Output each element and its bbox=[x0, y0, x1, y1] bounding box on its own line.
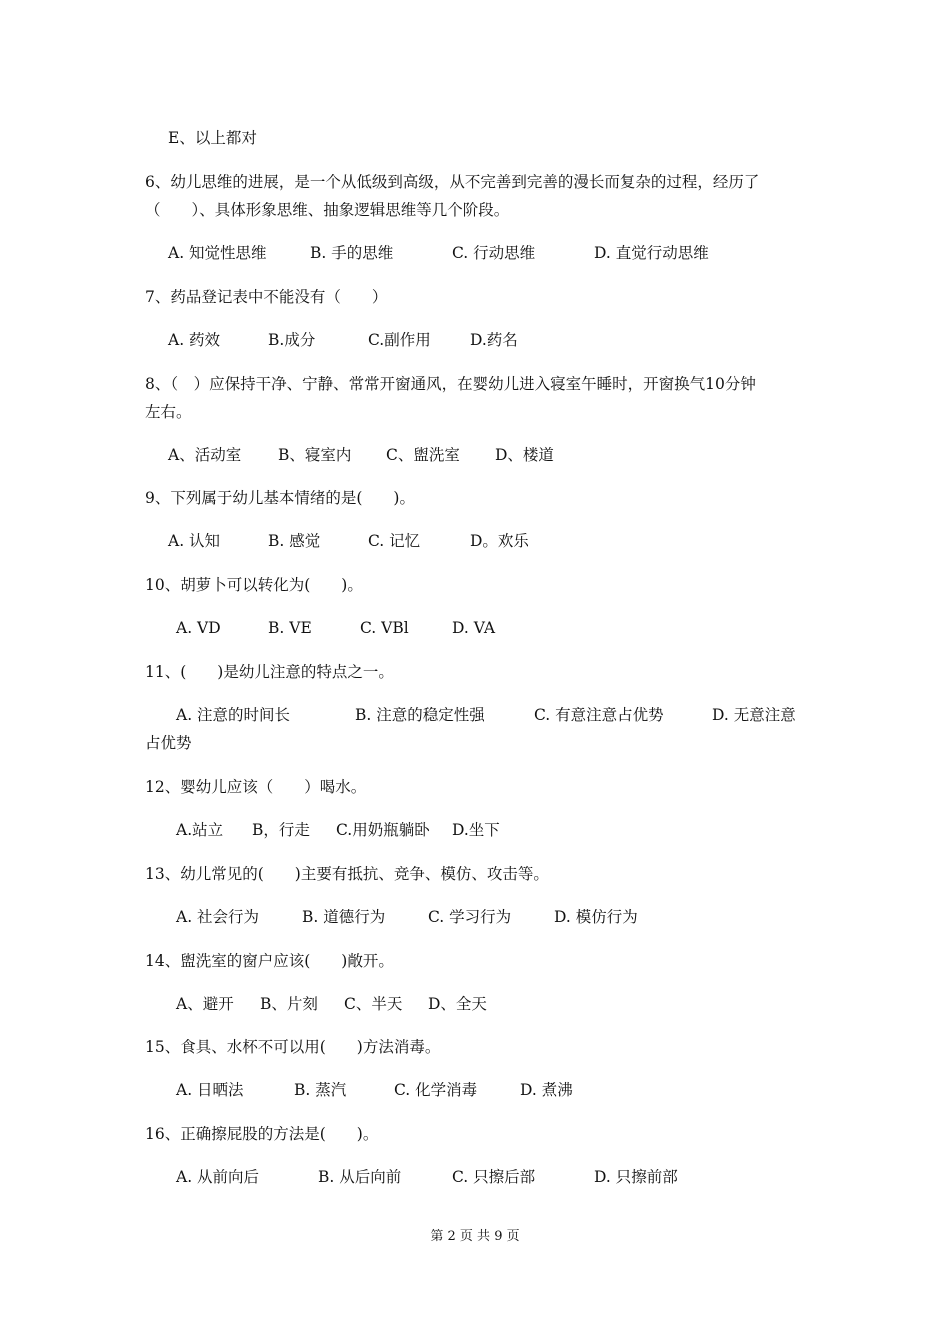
question-9-line-1: 9、下列属于幼儿基本情绪的是( )。 bbox=[145, 489, 415, 507]
option-d: D.坐下 bbox=[452, 821, 500, 839]
option-c: C.副作用 bbox=[368, 331, 431, 349]
option-c: C. 只擦后部 bbox=[452, 1168, 536, 1186]
question-7-line-1: 7、药品登记表中不能没有（ ） bbox=[145, 288, 388, 306]
question-14-line-1: 14、盥洗室的窗户应该( )敞开。 bbox=[145, 952, 394, 970]
option-c: C.用奶瓶躺卧 bbox=[336, 821, 430, 839]
option-a: A、活动室 bbox=[168, 446, 242, 464]
option-b: B. VE bbox=[268, 619, 312, 637]
option-d: D.药名 bbox=[470, 331, 518, 349]
option-d: D. 只擦前部 bbox=[594, 1168, 678, 1186]
option-d: D. 模仿行为 bbox=[554, 908, 638, 926]
option-b: B. 注意的稳定性强 bbox=[355, 706, 485, 724]
option-text: E、以上都对 bbox=[168, 129, 257, 147]
option-a: A. 社会行为 bbox=[176, 908, 260, 926]
option-b: B，行走 bbox=[252, 821, 310, 839]
option-b: B. 道德行为 bbox=[302, 908, 386, 926]
option-c: C. 记忆 bbox=[368, 532, 421, 550]
option-continuation: 占优势 bbox=[145, 734, 192, 752]
option-c: C. 有意注意占优势 bbox=[534, 706, 664, 724]
question-6-line-2: （ ）、具体形象思维、抽象逻辑思维等几个阶段。 bbox=[145, 201, 510, 219]
option-d: D、楼道 bbox=[495, 446, 554, 464]
option-a: A.站立 bbox=[176, 821, 224, 839]
option-d: D. 煮沸 bbox=[520, 1081, 573, 1099]
option-b: B. 从后向前 bbox=[318, 1168, 402, 1186]
option-a: A、避开 bbox=[176, 995, 234, 1013]
option-a: A. 认知 bbox=[168, 532, 221, 550]
option-d: D。欢乐 bbox=[470, 532, 529, 550]
question-16-line-1: 16、正确擦屁股的方法是( )。 bbox=[145, 1125, 379, 1143]
option-c: C. 学习行为 bbox=[428, 908, 512, 926]
question-10-line-1: 10、胡萝卜可以转化为( )。 bbox=[145, 576, 363, 594]
option-b: B. 感觉 bbox=[268, 532, 321, 550]
option-a: A. 注意的时间长 bbox=[176, 706, 291, 724]
option-c: C. VBl bbox=[360, 619, 409, 637]
option-b: B. 手的思维 bbox=[310, 244, 394, 262]
question-6-line-1: 6、幼儿思维的进展，是一个从低级到高级，从不完善到完善的漫长而复杂的过程，经历了 bbox=[145, 173, 760, 191]
question-13-line-1: 13、幼儿常见的( )主要有抵抗、竞争、模仿、攻击等。 bbox=[145, 865, 549, 883]
option-b: B、寝室内 bbox=[278, 446, 352, 464]
question-15-line-1: 15、食具、水杯不可以用( )方法消毒。 bbox=[145, 1038, 441, 1056]
page-footer: 第 2 页 共 9 页 bbox=[430, 1229, 520, 1244]
option-d: D、全天 bbox=[428, 995, 487, 1013]
question-12-line-1: 12、婴幼儿应该（ ）喝水。 bbox=[145, 778, 367, 796]
question-8-line-1: 8、（ ）应保持干净、宁静、常常开窗通风，在婴幼儿进入寝室午睡时，开窗换气10分钟 bbox=[145, 375, 756, 393]
option-c: C. 行动思维 bbox=[452, 244, 536, 262]
option-d: D. 直觉行动思维 bbox=[594, 244, 709, 262]
option-d: D. 无意注意 bbox=[712, 706, 796, 724]
option-c: C、半天 bbox=[344, 995, 403, 1013]
option-d: D. VA bbox=[452, 619, 496, 637]
option-c: C. 化学消毒 bbox=[394, 1081, 478, 1099]
option-a: A. 日晒法 bbox=[176, 1081, 244, 1099]
option-a: A. 从前向后 bbox=[176, 1168, 260, 1186]
question-8-line-2: 左右。 bbox=[145, 403, 192, 421]
option-a: A. VD bbox=[176, 619, 221, 637]
option-b: B. 蒸汽 bbox=[294, 1081, 347, 1099]
option-a: A. 药效 bbox=[168, 331, 221, 349]
option-c: C、盥洗室 bbox=[386, 446, 460, 464]
question-11-line-1: 11、( )是幼儿注意的特点之一。 bbox=[145, 663, 394, 681]
option-a: A. 知觉性思维 bbox=[168, 244, 267, 262]
option-b: B、片刻 bbox=[260, 995, 318, 1013]
option-b: B.成分 bbox=[268, 331, 316, 349]
